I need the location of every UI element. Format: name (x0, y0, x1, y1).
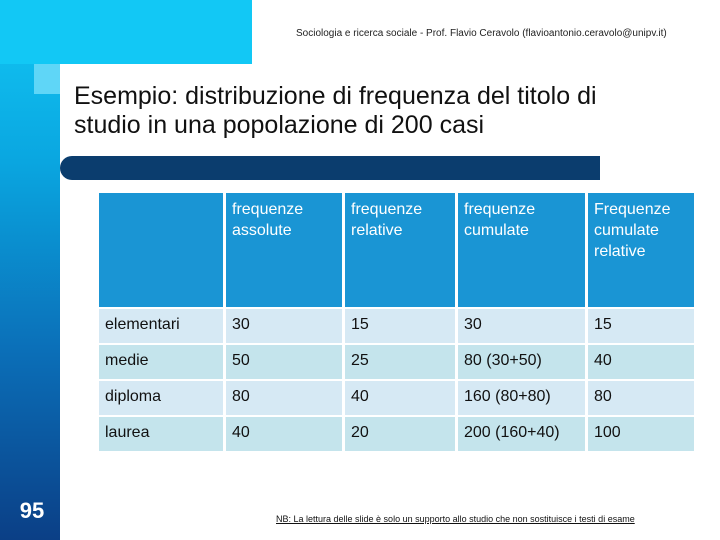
header-cell-empty (99, 193, 223, 309)
table-header-row (99, 193, 694, 309)
table-cell: 50 (226, 345, 342, 381)
slide-title-line-2: studio in una popolazione di 200 casi (74, 111, 485, 139)
table-row (99, 417, 694, 453)
table-cell: 160 (80+80) (458, 381, 585, 417)
title-underline-bar (60, 156, 600, 180)
top-accent-block (0, 0, 252, 64)
table-cell: 40 (226, 417, 342, 453)
table-row (99, 381, 694, 417)
table-cell: 40 (345, 381, 455, 417)
slide-title-line-1: Esempio: distribuzione di frequenza del titolo di (74, 82, 597, 110)
table-row (99, 309, 694, 345)
row-label: elementari (99, 309, 223, 345)
table-cell: 15 (588, 309, 694, 345)
footer-note: NB: La lettura delle slide è solo un supporto allo studio che non sostituisce i testi di esame (276, 514, 635, 524)
corner-step-shape (34, 64, 60, 94)
table-cell: 25 (345, 345, 455, 381)
row-label: laurea (99, 417, 223, 453)
frequency-table (96, 193, 697, 453)
header-cell-cumulative-relative: Frequenze cumulate relative (588, 193, 694, 309)
table-cell: 80 (30+50) (458, 345, 585, 381)
header-cell-relative: frequenze relative (345, 193, 455, 309)
table-cell: 30 (458, 309, 585, 345)
table-cell: 200 (160+40) (458, 417, 585, 453)
header-cell-absolute: frequenze assolute (226, 193, 342, 309)
table-cell: 80 (226, 381, 342, 417)
table-cell: 100 (588, 417, 694, 453)
table-row (99, 345, 694, 381)
table-cell: 30 (226, 309, 342, 345)
table-cell: 15 (345, 309, 455, 345)
table-cell: 80 (588, 381, 694, 417)
slide-number: 95 (19, 498, 45, 523)
table-cell: 40 (588, 345, 694, 381)
row-label: diploma (99, 381, 223, 417)
course-header: Sociologia e ricerca sociale - Prof. Flavio Ceravolo (flavioantonio.ceravolo@unipv.it) (296, 28, 667, 39)
header-cell-cumulative: frequenze cumulate (458, 193, 585, 309)
row-label: medie (99, 345, 223, 381)
slide-title (74, 82, 714, 140)
table-cell: 20 (345, 417, 455, 453)
